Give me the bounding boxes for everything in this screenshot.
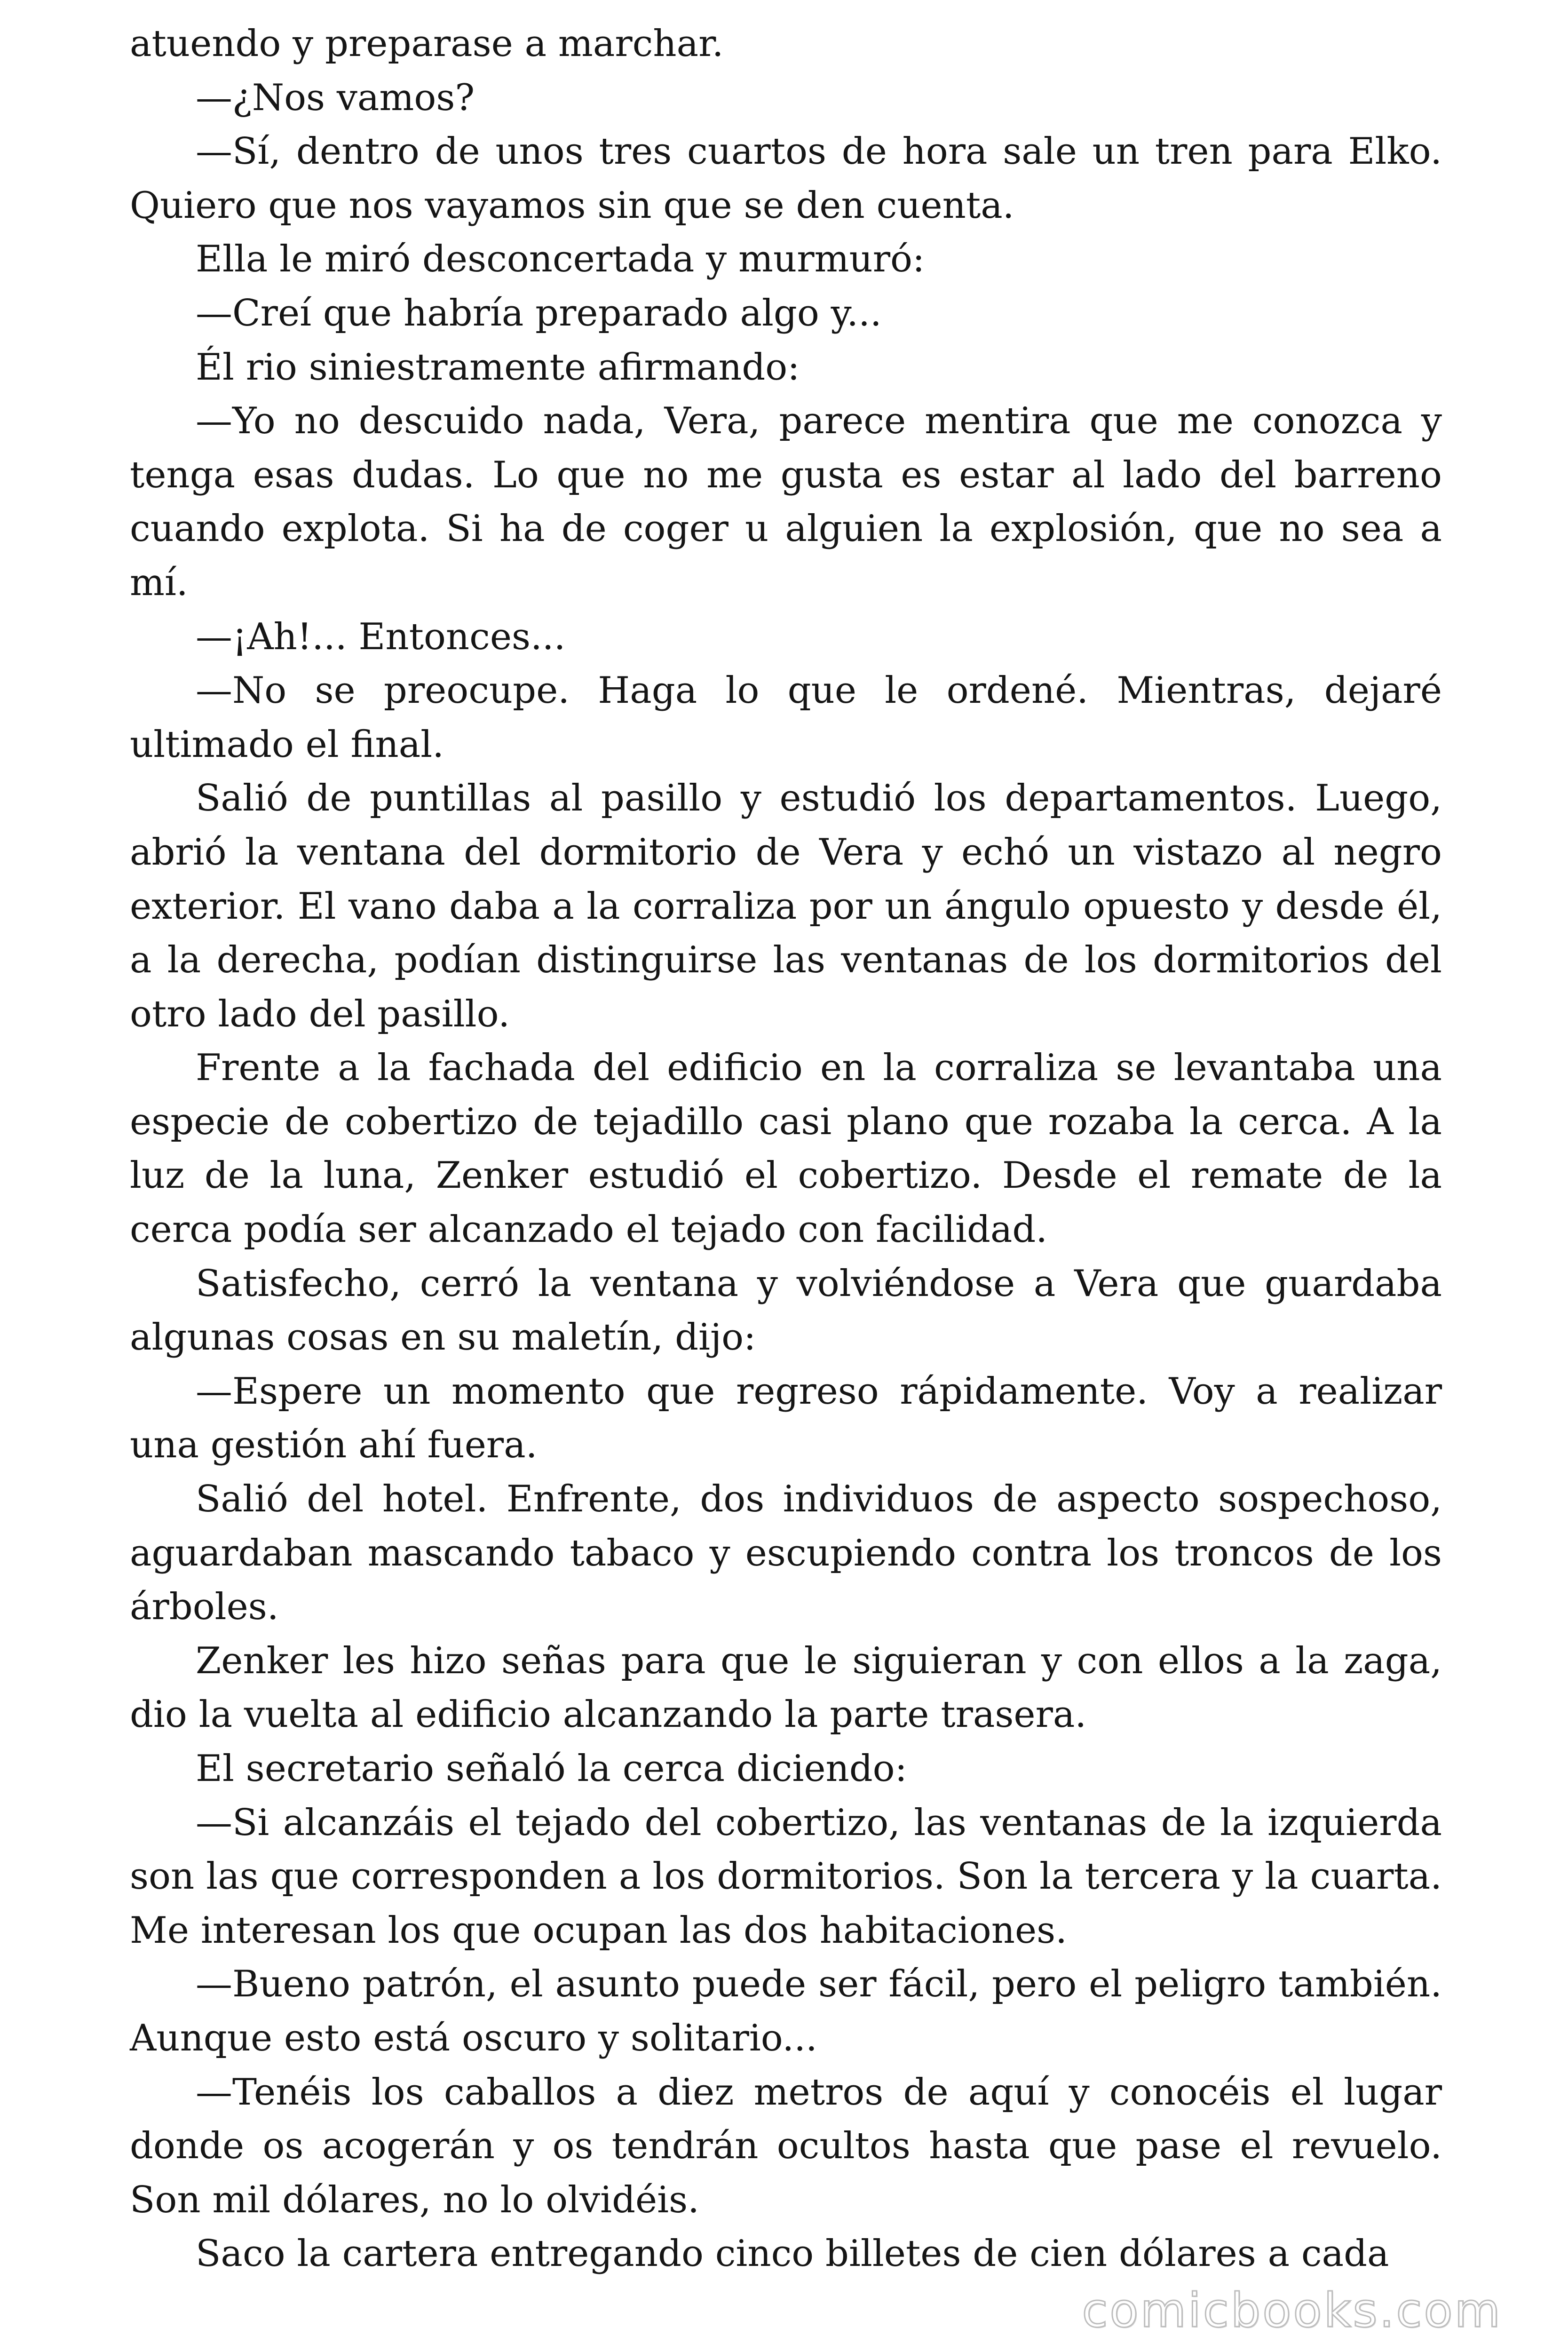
- paragraph: Ella le miró desconcertada y murmuró:: [196, 238, 925, 281]
- paragraph: —¿Nos vamos?: [196, 76, 475, 119]
- paragraph: —Si alcanzáis el tejado del cobertizo, las ventanas de la izquierda son las que corresponden a los dormitorios. Son la tercera y la cuarta. Me interesan los que ocupan las dos habitaciones.: [130, 1801, 1442, 1952]
- paragraph: El secretario señaló la cerca diciendo:: [196, 1748, 907, 1790]
- paragraph: —¡Ah!... Entonces...: [196, 615, 566, 658]
- paragraph: Saco la cartera entregando cinco billetes de cien dólares a cada: [196, 2233, 1389, 2275]
- paragraph: Salió de puntillas al pasillo y estudió los departamentos. Luego, abrió la ventana del dormitorio de Vera y echó un vistazo al negro exterior. El vano daba a la corraliza por un ángulo opuesto y desde él, a la derecha, podían distinguirse las ventanas de los dormitorios del otro lado del pasillo.: [130, 777, 1442, 1035]
- book-page-text: [130, 17, 1442, 2281]
- paragraph-continuation: atuendo y preparase a marchar.: [130, 23, 724, 65]
- paragraph: Él rio siniestramente afirmando:: [196, 346, 800, 389]
- paragraph: —Espere un momento que regreso rápidamente. Voy a realizar una gestión ahí fuera.: [130, 1370, 1442, 1467]
- paragraph: —Sí, dentro de unos tres cuartos de hora sale un tren para Elko. Quiero que nos vayamos sin que se den cuenta.: [130, 130, 1442, 227]
- paragraph: —Creí que habría preparado algo y...: [196, 292, 882, 334]
- paragraph: Zenker les hizo señas para que le siguieran y con ellos a la zaga, dio la vuelta al edificio alcanzando la parte trasera.: [130, 1639, 1442, 1736]
- paragraph: —Bueno patrón, el asunto puede ser fácil, pero el peligro también. Aunque esto está oscuro y solitario...: [130, 1963, 1442, 2059]
- site-watermark: comicbooks.com: [1082, 2283, 1502, 2338]
- paragraph: Salió del hotel. Enfrente, dos individuos de aspecto sospechoso, aguardaban mascando tabaco y escupiendo contra los troncos de los árboles.: [130, 1478, 1442, 1629]
- paragraph: —No se preocupe. Haga lo que le ordené. Mientras, dejaré ultimado el final.: [130, 669, 1442, 766]
- paragraph: —Yo no descuido nada, Vera, parece mentira que me conozca y tenga esas dudas. Lo que no me gusta es estar al lado del barreno cuando explota. Si ha de coger u alguien la explosión, que no sea a mí.: [130, 400, 1442, 604]
- paragraph: Frente a la fachada del edificio en la corraliza se levantaba una especie de cobertizo de tejadillo casi plano que rozaba la cerca. A la luz de la luna, Zenker estudió el cobertizo. Desde el remate de la cerca podía ser alcanzado el tejado con facilidad.: [130, 1047, 1442, 1251]
- paragraph: Satisfecho, cerró la ventana y volviéndose a Vera que guardaba algunas cosas en su maletín, dijo:: [130, 1262, 1442, 1359]
- paragraph: —Tenéis los caballos a diez metros de aquí y conocéis el lugar donde os acogerán y os tendrán ocultos hasta que pase el revuelo. Son mil dólares, no lo olvidéis.: [130, 2071, 1442, 2221]
